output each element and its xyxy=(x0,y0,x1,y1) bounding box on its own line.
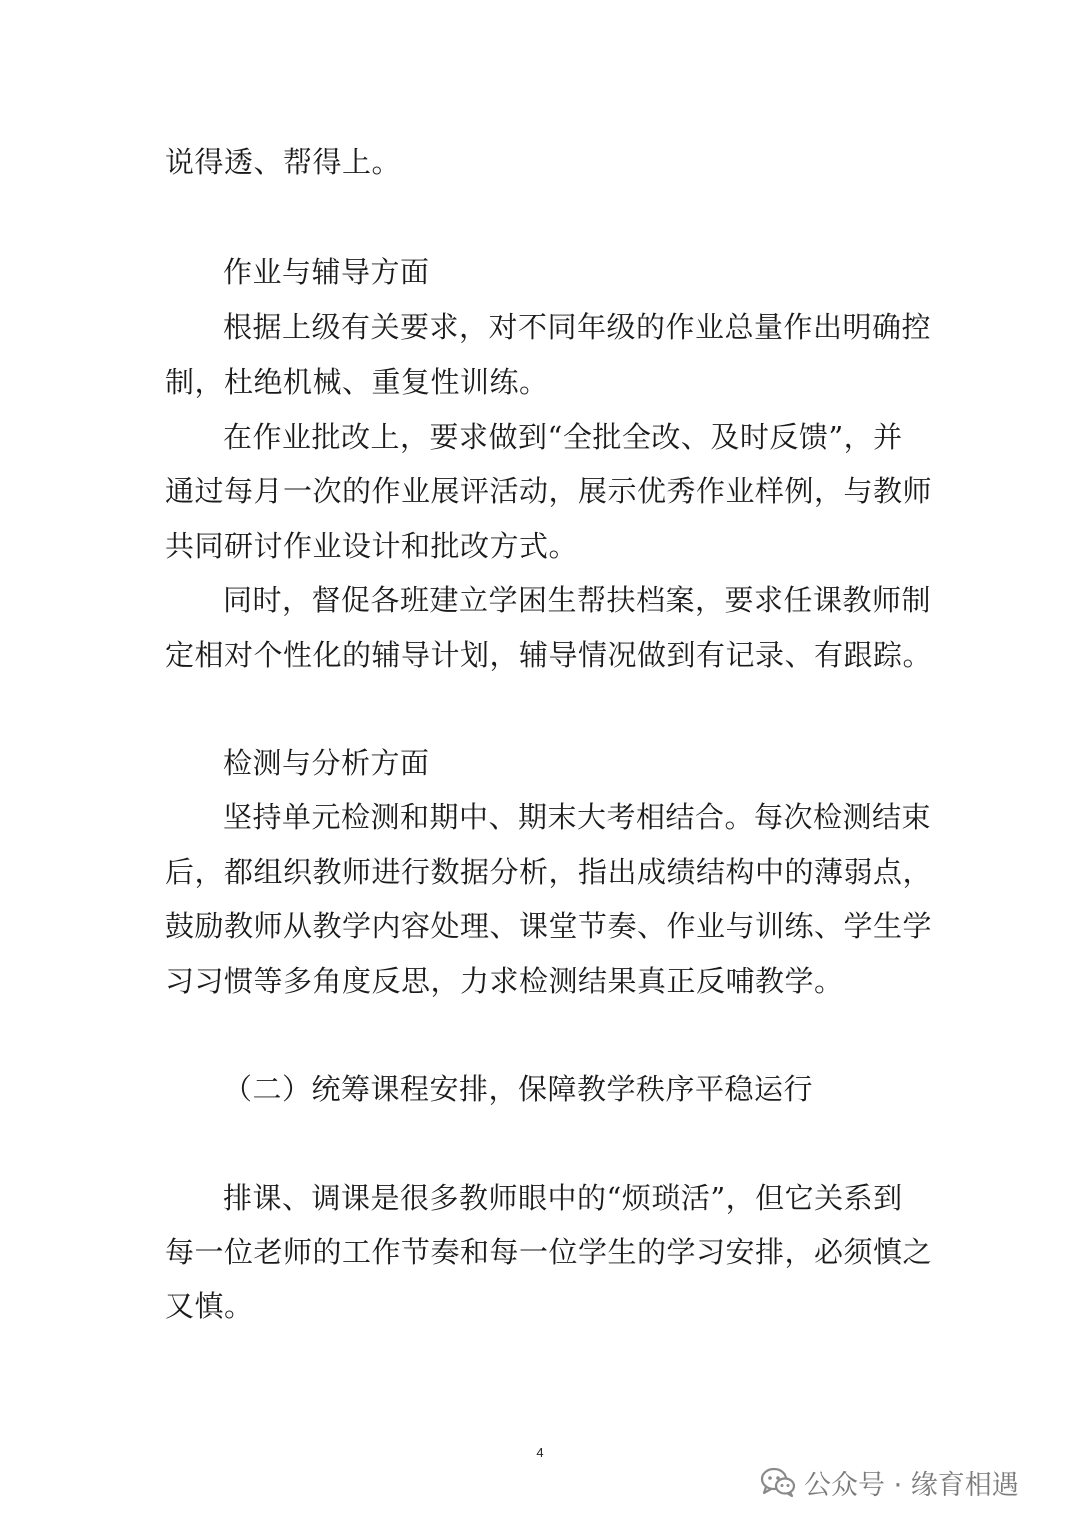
text-line: 又慎。 xyxy=(165,1289,254,1323)
watermark-text: 公众号 · 缘育相遇 xyxy=(804,1469,1019,1501)
page-number: 4 xyxy=(536,1445,544,1460)
text-line: 通过每月一次的作业展评活动，展示优秀作业样例，与教师 xyxy=(165,474,933,508)
section-heading: 作业与辅导方面 xyxy=(223,255,430,289)
section-title: （二）统筹课程安排，保障教学秩序平稳运行 xyxy=(223,1072,814,1106)
text-line: 排课、调课是很多教师眼中的“烦琐活”，但它关系到 xyxy=(223,1181,903,1215)
text-line: 鼓励教师从教学内容处理、课堂节奏、作业与训练、学生学 xyxy=(165,909,933,943)
text-line: 定相对个性化的辅导计划，辅导情况做到有记录、有跟踪。 xyxy=(165,638,933,672)
text-line: 在作业批改上，要求做到“全批全改、及时反馈”，并 xyxy=(223,420,903,454)
text-line: 坚持单元检测和期中、期末大考相结合。每次检测结束 xyxy=(223,800,932,834)
text-line: 每一位老师的工作节奏和每一位学生的学习安排，必须慎之 xyxy=(165,1235,933,1269)
text-line: 共同研讨作业设计和批改方式。 xyxy=(165,529,579,563)
text-line: 习习惯等多角度反思，力求检测结果真正反哺教学。 xyxy=(165,964,844,998)
text-line: 根据上级有关要求，对不同年级的作业总量作出明确控 xyxy=(223,310,932,344)
section-heading: 检测与分析方面 xyxy=(223,746,430,780)
wechat-icon xyxy=(760,1466,796,1498)
text-line: 后，都组织教师进行数据分析，指出成绩结构中的薄弱点， xyxy=(165,855,933,889)
text-line: 制，杜绝机械、重复性训练。 xyxy=(165,365,549,399)
text-line: 同时，督促各班建立学困生帮扶档案，要求任课教师制 xyxy=(223,583,932,617)
watermark xyxy=(760,1462,1019,1502)
text-line: 说得透、帮得上。 xyxy=(165,145,402,179)
